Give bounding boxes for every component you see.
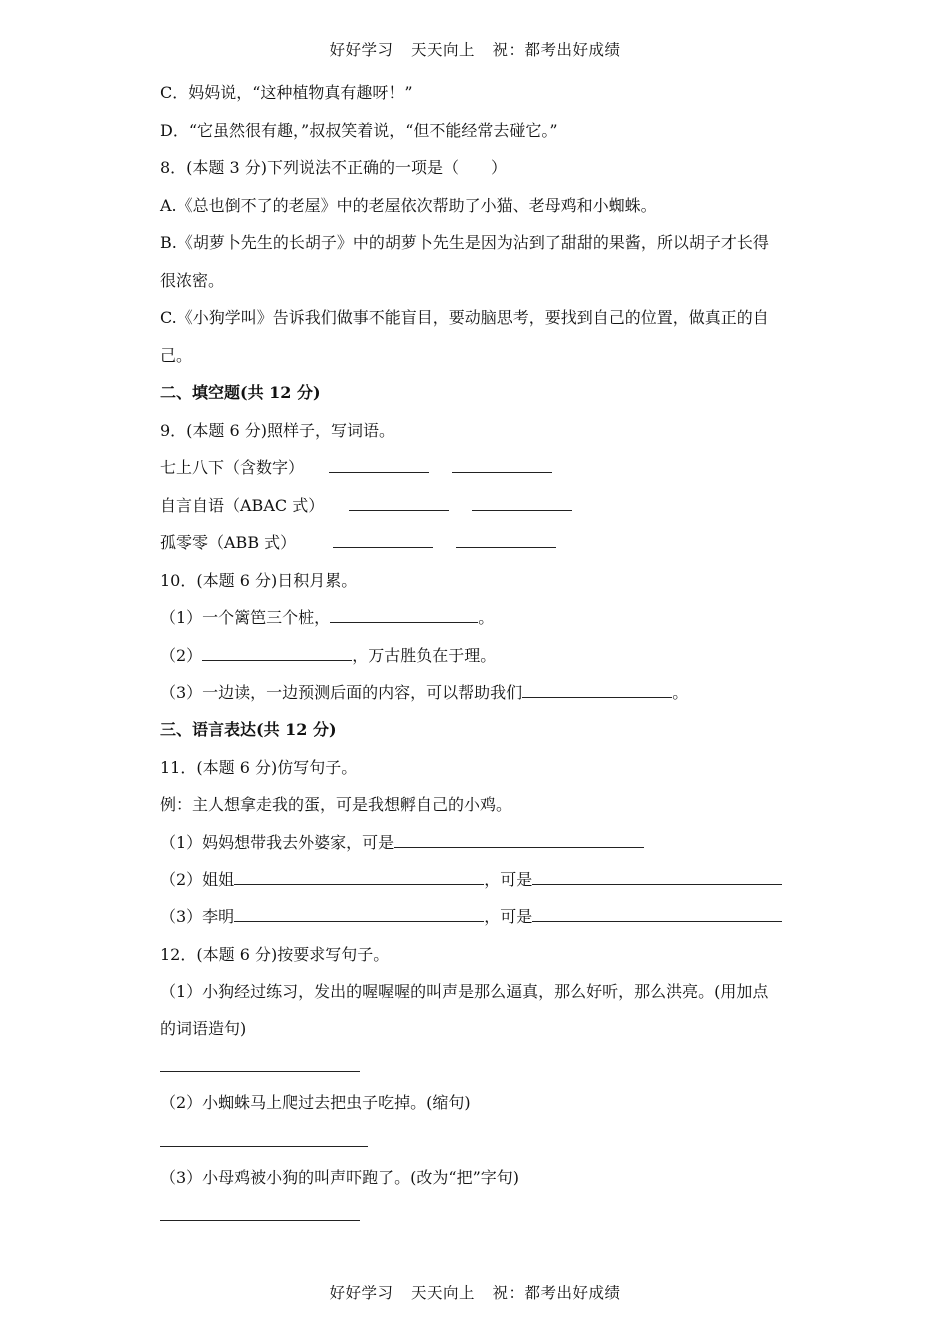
answer-blank[interactable] — [532, 907, 782, 922]
q10-item-2 — [160, 643, 496, 666]
q11-item-3-mid: ，可是 — [484, 907, 533, 926]
q11-item-1-text: （1）妈妈想带我去外婆家，可是 — [160, 833, 395, 852]
q10-item-3 — [160, 680, 688, 703]
q11-example: 例：主人想拿走我的蛋，可是我想孵自己的小鸡。 — [160, 795, 513, 814]
answer-blank[interactable] — [456, 533, 556, 548]
q11-stem: 11．(本题 6 分)仿写句子。 — [160, 758, 358, 777]
q10-item-1-end: 。 — [478, 608, 495, 627]
q7-option-c: C．妈妈说，“这种植物真有趣呀！” — [160, 83, 413, 102]
q11-item-1 — [160, 830, 644, 853]
answer-blank[interactable] — [452, 458, 552, 473]
answer-blank[interactable] — [394, 833, 644, 848]
q8-option-b-line2: 很浓密。 — [160, 271, 225, 290]
q8-option-c-line1: C.《小狗学叫》告诉我们做事不能盲目，要动脑思考，要找到自己的位置，做真正的自 — [160, 308, 769, 327]
answer-blank[interactable] — [234, 870, 484, 885]
page-footer — [0, 1281, 950, 1303]
answer-blank[interactable] — [202, 646, 352, 661]
answer-line[interactable] — [160, 1219, 360, 1221]
q9-row-2 — [160, 493, 572, 516]
answer-blank[interactable] — [349, 496, 449, 511]
q9-row-3 — [160, 530, 556, 553]
answer-blank[interactable] — [234, 907, 484, 922]
q12-stem: 12．(本题 6 分)按要求写句子。 — [160, 945, 390, 964]
q9-row-1 — [160, 455, 552, 478]
q11-item-2-mid: ，可是 — [484, 870, 533, 889]
q11-item-3-text: （3）李明 — [160, 907, 235, 926]
q12-item-1-line2: 的词语造句) — [160, 1019, 247, 1038]
answer-blank[interactable] — [472, 496, 572, 511]
q12-item-1-line1: （1）小狗经过练习，发出的喔喔喔的叫声是那么逼真，那么好听，那么洪亮。(用加点 — [160, 982, 769, 1001]
footer-motto-3: 祝：都考出好成绩 — [492, 1284, 621, 1302]
footer-motto-2: 天天向上 — [410, 1284, 475, 1302]
answer-line[interactable] — [160, 1070, 360, 1072]
q11-item-2 — [160, 867, 782, 890]
q10-item-1 — [160, 605, 494, 628]
header-motto-3: 祝：都考出好成绩 — [492, 41, 621, 59]
q12-item-3: （3）小母鸡被小狗的叫声吓跑了。(改为“把”字句) — [160, 1168, 520, 1187]
q10-item-3-end: 。 — [672, 683, 689, 702]
q7-option-d: D．“它虽然很有趣，”叔叔笑着说，“但不能经常去碰它。” — [160, 121, 558, 140]
q8-stem: 8．(本题 3 分)下列说法不正确的一项是（ ） — [160, 158, 508, 177]
header-motto-2: 天天向上 — [410, 41, 475, 59]
q8-option-c-line2: 己。 — [160, 346, 193, 365]
footer-motto-1: 好好学习 — [329, 1284, 394, 1302]
page-header — [0, 38, 950, 60]
q11-item-3 — [160, 904, 782, 927]
section-fill-blank-title: 二、填空题(共 12 分) — [160, 383, 321, 402]
q12-item-2: （2）小蜘蛛马上爬过去把虫子吃掉。(缩句) — [160, 1093, 471, 1112]
answer-blank[interactable] — [333, 533, 433, 548]
header-motto-1: 好好学习 — [329, 41, 394, 59]
answer-line[interactable] — [160, 1145, 368, 1147]
answer-blank[interactable] — [522, 683, 672, 698]
answer-blank[interactable] — [329, 458, 429, 473]
q9-row-3-label: 孤零零（ABB 式） — [160, 533, 297, 552]
q11-item-2-text: （2）姐姐 — [160, 870, 235, 889]
answer-blank[interactable] — [532, 870, 782, 885]
q10-stem: 10．(本题 6 分)日积月累。 — [160, 571, 358, 590]
q10-item-1-text: （1）一个篱笆三个桩， — [160, 608, 331, 627]
q8-option-a: A.《总也倒不了的老屋》中的老屋依次帮助了小猫、老母鸡和小蜘蛛。 — [160, 196, 657, 215]
q9-stem: 9．(本题 6 分)照样子，写词语。 — [160, 421, 396, 440]
answer-blank[interactable] — [330, 608, 478, 623]
q9-row-2-label: 自言自语（ABAC 式） — [160, 496, 325, 515]
q9-row-1-label: 七上八下（含数字） — [160, 458, 305, 477]
q10-item-2-num: （2） — [160, 646, 203, 665]
q8-option-b-line1: B.《胡萝卜先生的长胡子》中的胡萝卜先生是因为沾到了甜甜的果酱，所以胡子才长得 — [160, 233, 769, 252]
section-expression-title: 三、语言表达(共 12 分) — [160, 720, 337, 739]
q10-item-2-text: ，万古胜负在于理。 — [352, 646, 497, 665]
q10-item-3-text: （3）一边读，一边预测后面的内容，可以帮助我们 — [160, 683, 523, 702]
